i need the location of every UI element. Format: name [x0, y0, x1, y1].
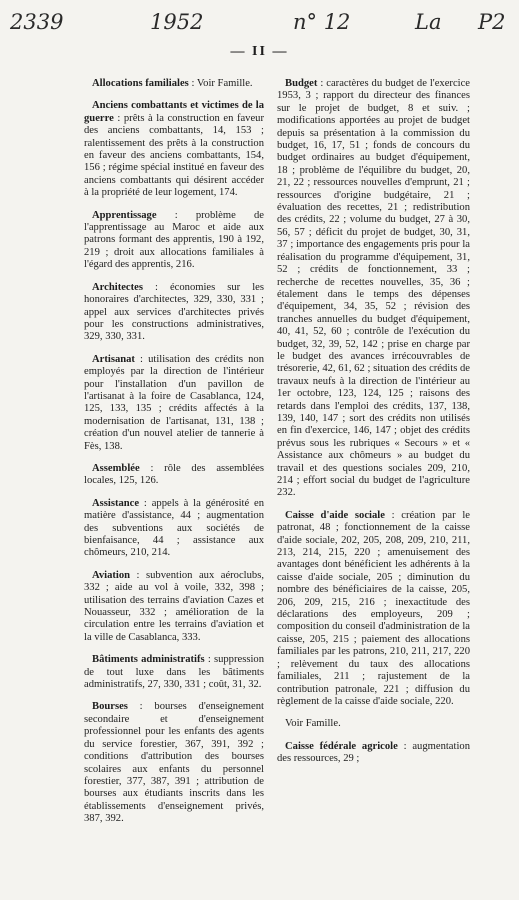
index-entry: [84, 282, 264, 344]
index-entry: [84, 463, 264, 488]
handwritten-note-3: n° 12: [293, 10, 351, 34]
handwritten-note-5: P2: [478, 10, 506, 34]
index-entry: [84, 78, 264, 90]
page-number: — II —: [230, 44, 289, 59]
handwritten-note-2: 1952: [150, 10, 204, 34]
entry-term: Budget: [285, 78, 318, 89]
entry-text: : création par le patronat, 48 ; fonctionnement de la caisse d'aide sociale, 202, 205, 208, 209, 210, 211, 213, 214, 215, 220 ; amenuisement des avantages dont bénéficient les adhérents à la caisse d'aide sociale, 205 ; diminution du nombre des bénéficiaires de la caisse, 205, 206, 209, 215, 216 ; inexactitude des déclarations des employeurs, 209 ; composition du conseil d'administration de la caisse, 205, 215 ; paiement des allocations familiales par les patrons, 210, 211, 217, 220 ; relèvement du taux des allocations familiales, 211 ; rajustement de la contribution patronale, 221 ; diffusion du règlement de la caisse d'aide sociale, 220.: [277, 509, 471, 707]
entry-text: : rôle des assemblées locales, 125, 126.: [84, 462, 264, 487]
entry-text: : prêts à la construction en faveur des anciens combattants, 14, 153 ; ralentissement des prêts à la construction en faveur des anciens combattants, 154, 156 ; régime spécial institué en faveur des anciens combattants qui désirent accéder à la propriété de leur logement, 174.: [84, 112, 264, 199]
entry-text: : suppression de tout luxe dans les bâtiments administratifs, 27, 330, 331 ; coût, 31, 32.: [84, 654, 264, 691]
entry-term: Caisse d'aide sociale: [285, 509, 385, 521]
index-entry: [277, 510, 470, 709]
entry-text: : économies sur les honoraires d'architectes, 329, 330, 331 ; appel aux services d'architectes privés pour les constructions administratives, 329, 330, 331.: [84, 281, 264, 343]
entry-text: : subvention aux aéroclubs, 332 ; aide au vol à voile, 332, 398 ; utilisation des terrains d'aviation Cazes et Nouasseur, 332 ; amélioration de la circulation entre les terrains d'aviation et la ville de Casablanca, 333.: [84, 569, 264, 643]
entry-term: Caisse fédérale agricole: [285, 740, 398, 752]
right-column: [277, 78, 470, 776]
entry-text: : bourses d'enseignement secondaire et d'enseignement professionnel pour les enfants des agents du service forestier, 367, 391, 392 ; conditions d'attribution des bourses scolaires aux enfants du personnel forestier, 377, 387, 391 ; attribution de bourses aux étudiants inscrits dans les établissements d'enseignement privés, 387, 392.: [84, 701, 264, 825]
index-entry: [277, 718, 470, 730]
entry-term: Assemblée: [92, 462, 140, 474]
left-column: [84, 78, 264, 836]
index-entry: [277, 741, 470, 766]
handwritten-note-4: La: [415, 10, 442, 34]
entry-term: Apprentissage: [92, 209, 157, 221]
index-entry: [84, 354, 264, 453]
index-entry: [84, 654, 264, 691]
entry-term: Allocations familiales: [92, 78, 189, 89]
entry-term: Assistance: [92, 497, 140, 509]
entry-term: Anciens combattants et victimes de la guerre: [84, 100, 264, 124]
index-entry: [84, 498, 264, 560]
index-entry: [84, 100, 264, 199]
entry-term: Aviation: [92, 569, 131, 581]
entry-text: : appels à la générosité en matière d'assistance, 44 ; augmentation des subventions aux sociétés de bienfaisance, 44 ; assistance aux chômeurs, 210, 214.: [84, 497, 264, 559]
entry-text: : problème de l'apprentissage au Maroc et aide aux patrons formant des apprentis, 190 à 192, 219 ; droit aux allocations familiales à l'égard des apprentis, 216.: [84, 209, 264, 271]
index-entry: [277, 78, 470, 500]
handwritten-note-1: 2339: [10, 10, 64, 34]
entry-text: Voir Famille.: [285, 718, 341, 730]
entry-term: Artisanat: [92, 353, 135, 365]
index-entry: [84, 210, 264, 272]
entry-text: : Voir Famille.: [188, 78, 253, 89]
entry-text: : caractères du budget de l'exercice 1953, 3 ; rapport du directeur des finances sur le projet de budget, 8 et suiv. ; modifications apportées au projet de budget depuis sa présentation à la commission du budget, 16, 17, 51 ; fonds de concours du budget ordinaires au budget d'équipement, 18 ; problème de l'équilibre du budget, 20, 21, 22 ; ressources nouvelles d'emprunt, 21 ; ressources d'origine budgétaire, 21 ; évaluation des recettes, 21 ; redistribution des crédits, 22 ; volume du budget, 27 à 30, 56, 57 ; déficit du projet de budget, 30, 31, 37 ; importance des engagements pris pour la réalisation du programme d'équipement, 31, 52 ; crédits de fonctionnement, 33 ; recherche de recettes nouvelles, 35, 36 ; étalement dans le temps des dépenses d'équipement, 34, 35, 52 ; révision des tranches annuelles du budget d'équipement, 40, 41, 52, 60 ; contrôle de l'exécution du budget, 32, 39, 52, 142 ; prise en charge par le budget des avances irrécouvrables de trésorerie, 42, 61, 62 ; situation des crédits de travaux neufs à la direction de l'intérieur au 1er octobre, 123, 124, 125 ; raisons des retards dans l'emploi des crédits, 137, 138, 139, 140, 147 ; sort des crédits non utilisés en fin d'exercice, 146, 147 ; objet des crédits prévus sous les rubriques « Secours » et « Assistance aux chômeurs » au budget du travail et des questions sociales 209, 210, 214 ; effort social du budget de l'agriculture 232.: [277, 78, 470, 499]
index-entry: [84, 701, 264, 825]
entry-text: : augmentation des ressources, 29 ;: [277, 740, 470, 765]
entry-text: : utilisation des crédits non employés par la direction de l'intérieur pour l'installation d'un pavillon de l'artisanat à la foire de Casablanca, 124, 125, 133, 135 ; crédits affectés à la modernisation de l'artisanat, 131, 138 ; création d'un nouvel atelier de tannerie à Fès, 138.: [84, 353, 264, 452]
entry-term: Architectes: [92, 281, 143, 293]
entry-term: Bâtiments administratifs: [92, 654, 205, 666]
entry-term: Bourses: [92, 701, 128, 713]
index-entry: [84, 570, 264, 644]
